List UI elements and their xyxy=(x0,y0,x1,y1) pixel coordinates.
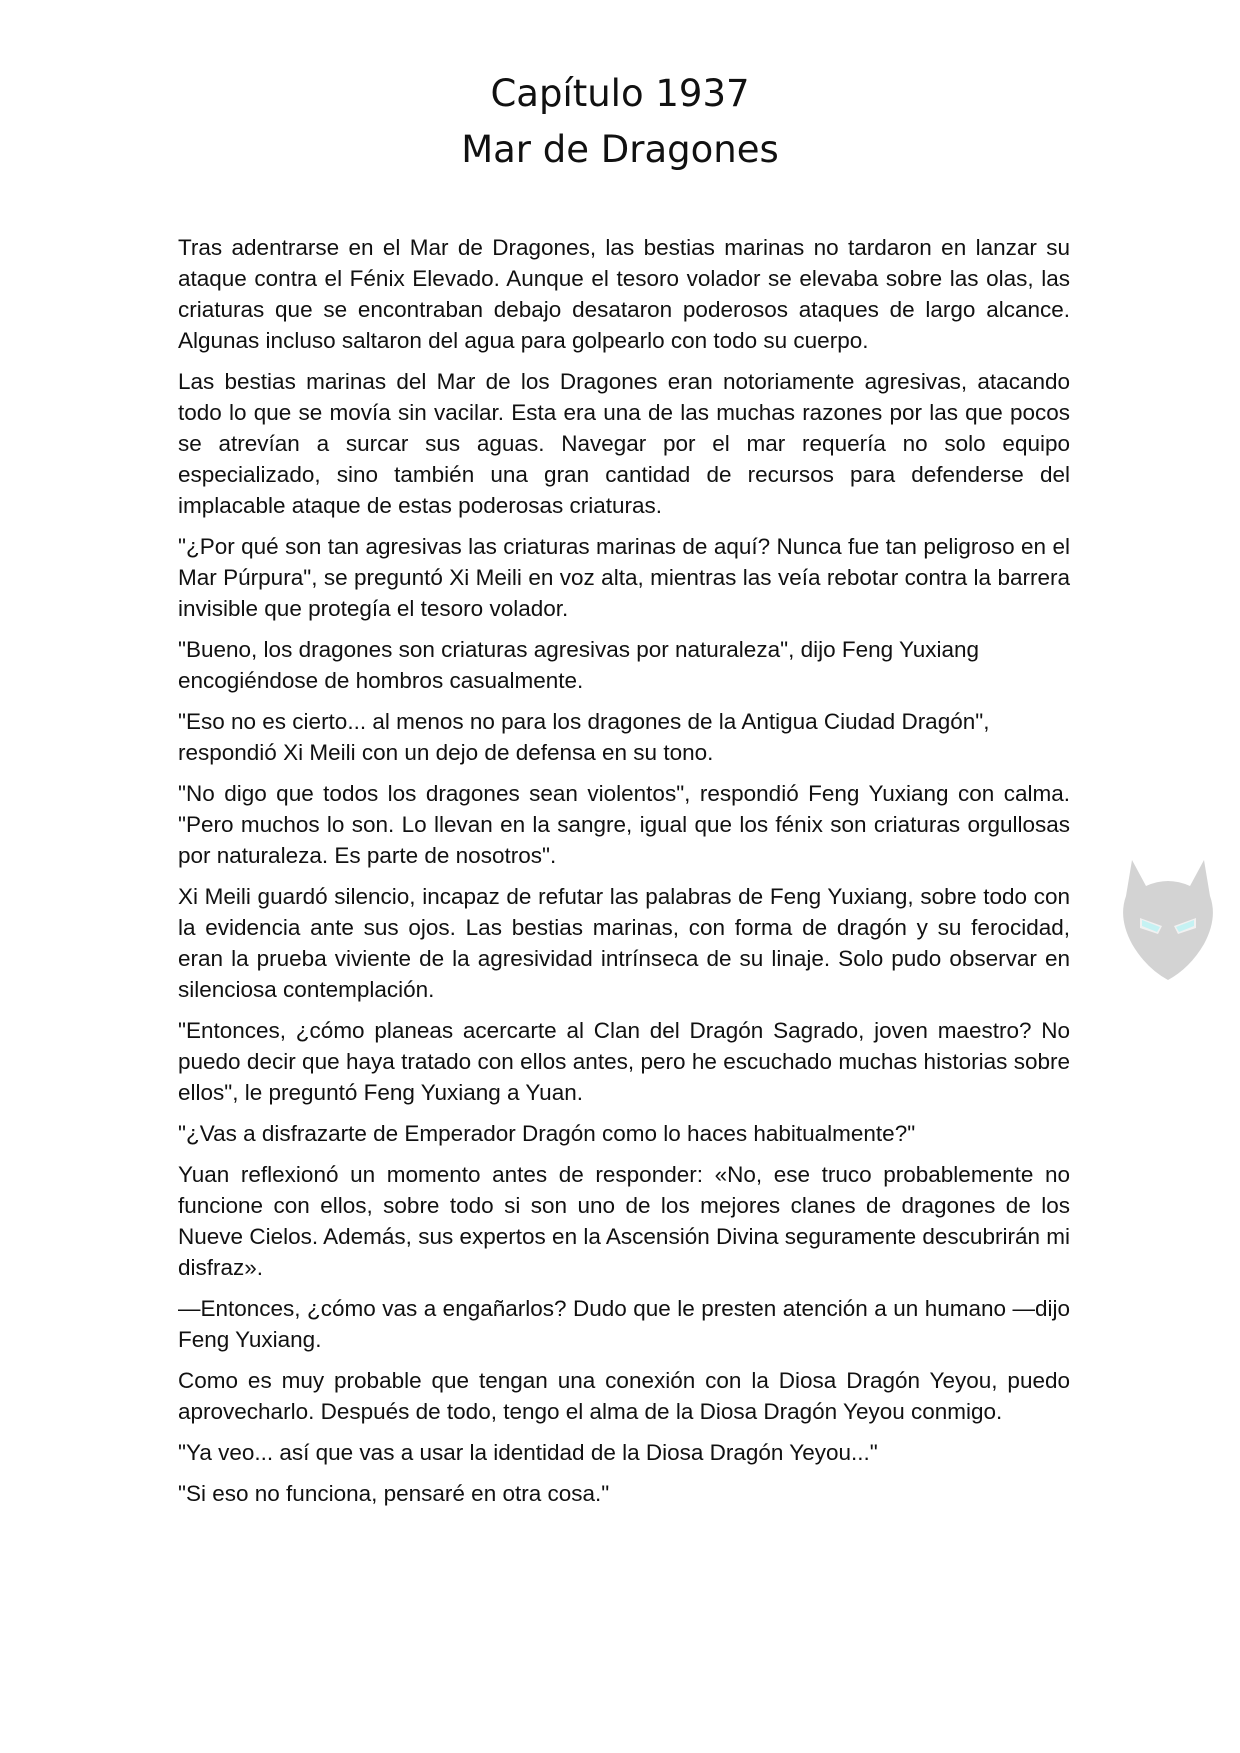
chapter-title: Mar de Dragones xyxy=(461,128,779,171)
chapter-header xyxy=(0,66,1240,178)
demon-head-icon xyxy=(1118,856,1218,984)
paragraph: —Entonces, ¿cómo vas a engañarlos? Dudo que le presten atención a un humano —dijo Feng Yuxiang. xyxy=(178,1296,1070,1352)
paragraph: "¿Vas a disfrazarte de Emperador Dragón como lo haces habitualmente?" xyxy=(178,1121,916,1146)
paragraph: "Ya veo... así que vas a usar la identidad de la Diosa Dragón Yeyou..." xyxy=(178,1440,878,1465)
paragraph: "¿Por qué son tan agresivas las criaturas marinas de aquí? Nunca fue tan peligroso en el Mar Púrpura", se preguntó Xi Meili en voz alta, mientras las veía rebotar contra la barrera invisible que protegía el tesoro volador. xyxy=(178,534,1070,621)
paragraph: "Bueno, los dragones son criaturas agresivas por naturaleza", dijo Feng Yuxiang encogiéndose de hombros casualmente. xyxy=(178,637,980,693)
paragraph: Xi Meili guardó silencio, incapaz de refutar las palabras de Feng Yuxiang, sobre todo con la evidencia ante sus ojos. Las bestias marinas, con forma de dragón y su ferocidad, eran la prueba viviente de la agresividad intrínseca de su linaje. Solo pudo observar en silenciosa contemplación. xyxy=(178,884,1070,1002)
paragraph: Tras adentrarse en el Mar de Dragones, las bestias marinas no tardaron en lanzar su ataque contra el Fénix Elevado. Aunque el tesoro volador se elevaba sobre las olas, las criaturas que se encontraban debajo desataron poderosos ataques de largo alcance. Algunas incluso saltaron del agua para golpearlo con todo su cuerpo. xyxy=(178,235,1070,353)
paragraph: Yuan reflexionó un momento antes de responder: «No, ese truco probablemente no funcione con ellos, sobre todo si son uno de los mejores clanes de dragones de los Nueve Cielos. Además, sus expertos en la Ascensión Divina seguramente descubrirán mi disfraz». xyxy=(178,1162,1070,1280)
paragraph: Como es muy probable que tengan una conexión con la Diosa Dragón Yeyou, puedo aprovecharlo. Después de todo, tengo el alma de la Diosa Dragón Yeyou conmigo. xyxy=(178,1368,1070,1424)
paragraph: "Entonces, ¿cómo planeas acercarte al Clan del Dragón Sagrado, joven maestro? No puedo decir que haya tratado con ellos antes, pero he escuchado muchas historias sobre ellos", le preguntó Feng Yuxiang a Yuan. xyxy=(178,1018,1070,1105)
paragraph: Las bestias marinas del Mar de los Dragones eran notoriamente agresivas, atacando todo lo que se movía sin vacilar. Esta era una de las muchas razones por las que pocos se atrevían a surcar sus aguas. Navegar por el mar requería no solo equipo especializado, sino también una gran cantidad de recursos para defenderse del implacable ataque de estas poderosas criaturas. xyxy=(178,369,1070,518)
chapter-number: Capítulo 1937 xyxy=(490,72,750,115)
chapter-body xyxy=(178,232,1070,1519)
paragraph: "Eso no es cierto... al menos no para los dragones de la Antigua Ciudad Dragón", respondió Xi Meili con un dejo de defensa en su tono. xyxy=(178,709,990,765)
paragraph: "Si eso no funciona, pensaré en otra cosa." xyxy=(178,1481,610,1506)
paragraph: "No digo que todos los dragones sean violentos", respondió Feng Yuxiang con calma. "Pero muchos lo son. Lo llevan en la sangre, igual que los fénix son criaturas orgullosas por naturaleza. Es parte de nosotros". xyxy=(178,781,1070,868)
